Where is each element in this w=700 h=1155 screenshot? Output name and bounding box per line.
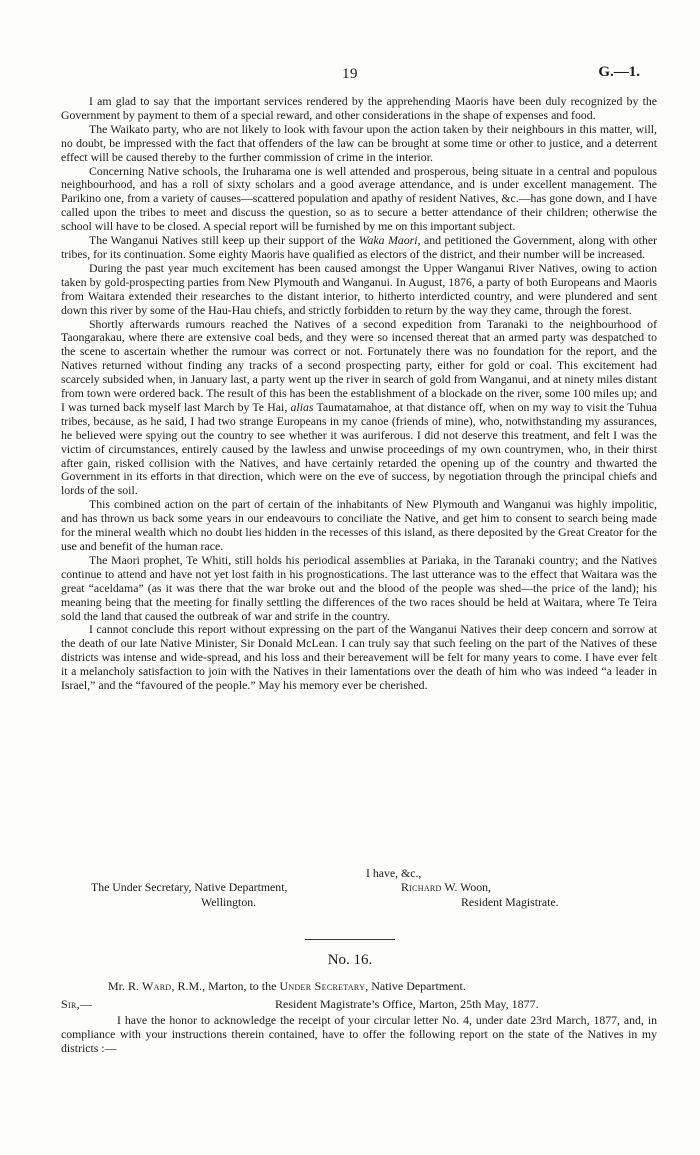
salutation: Sir,— bbox=[61, 997, 93, 1011]
dateline: Resident Magistrate’s Office, Marton, 25th May, 1877. bbox=[275, 997, 539, 1011]
addressee: The Under Secretary, Native Department, bbox=[91, 880, 288, 894]
paragraph-te-whiti: The Maori prophet, Te Whiti, still holds his periodical assemblies at Pariaka, in the Taranaki country; and the Natives continue to attend and have not yet lost faith in his prognostications. The last utterance was to the effect that Waitara was the great “aceldama” (as it was there that the war broke out and the blood of the people was shed—the price of the land); his meaning being that the meeting for finally settling the differences of the two races should be held at Waitara, where Te Teira sold the land that caused the outbreak of war and strife in the country. bbox=[61, 552, 657, 623]
signatory-title: Resident Magistrate. bbox=[461, 895, 559, 909]
letter-paragraph: I have the honor to acknowledge the receipt of your circular letter No. 4, under date 23rd March, 1877, and, in compliance with your instructions therein contained, have to offer the following report on the state of the Natives in my districts :— bbox=[61, 1013, 657, 1055]
paragraph-rewards: I am glad to say that the important services rendered by the apprehending Maoris have been duly recognized by the Government by payment to them of a special reward, and other considerations in the shape of expenses and food. bbox=[61, 94, 657, 122]
blockade-text-before: Shortly afterwards rumours reached the Natives of a second expedition from Taranaki to the neighbourhood of Taongarakau, where there are extensive coal beds, and they were so incensed thereat that an armed party was despatched to the scene to ascertain whether the rumour was correct or not. Fortunately there was no foundation for the report, and the Natives returned without finding any tracks of a second prospecting party, either for gold or coal. This excitement had scarcely subsided when, in January last, a party went up the river in search of gold from Wanganui, and at ninety miles distant from town were ordered back. The result of this has been the establishment of a blockade on the river, some 100 miles up; and I was turned back myself last March by Te Hai, bbox=[61, 316, 657, 414]
letter-heading: Mr. R. Ward, R.M., Marton, to the Under Secretary, Native Department. bbox=[108, 979, 466, 993]
report-body bbox=[61, 95, 657, 693]
recipient-title: Under Secretary bbox=[279, 979, 366, 993]
paragraph-waikato: The Waikato party, who are not likely to look with favour upon the action taken by their neighbours in this matter, will, no doubt, be impressed with the fact that offenders of the law can be brought at some time or other to justice, and a deterrent effect will be caused thereby to the further commission of crime in the interior. bbox=[61, 121, 657, 164]
section-divider bbox=[305, 939, 395, 940]
sender-name: Ward bbox=[142, 979, 172, 993]
paragraph-waka-maori bbox=[61, 234, 657, 262]
paragraph-mclean: I cannot conclude this report without expressing on the part of the Wanganui Natives their deep concern and sorrow at the death of our late Native Minister, Sir Donald McLean. I can truly say that such feeling on the part of the Natives of these districts was intense and wide-spread, and his loss and their bereavement will be felt for many years to come. I have ever felt it a melancholy satisfaction to join with the Natives in their lamentations over the death of him who was indeed “a leader in Israel,” and the “favoured of the people.” May his memory ever be cherished. bbox=[61, 622, 657, 693]
page-number: 19 bbox=[342, 66, 358, 82]
document-reference: G.—1. bbox=[598, 64, 640, 80]
paragraph-schools: Concerning Native schools, the Iruharama one is well attended and prosperous, being situate in a central and populous neighbourhood, and has a roll of sixty scholars and a good average attendance, and is under excellent management. The Parikino one, from a variety of causes—scattered population and apathy of resident Natives, &c.—has gone down, and I have called upon the tribes to meet and discuss the question, so as to secure a better attendance of their children; otherwise the school will have to be closed. A special report will be furnished by me on this important subject. bbox=[61, 163, 657, 234]
addressee-city: Wellington. bbox=[201, 895, 257, 909]
closing-text: I have, &c., bbox=[366, 866, 422, 880]
waka-text-before: The Wanganui Natives still keep up their support of the bbox=[89, 233, 359, 248]
waka-text-after: , and petitioned the Government, along with other tribes, for its continuation. Some eighty Maoris have qualified as electors of the district, and their number will be increased. bbox=[61, 233, 658, 261]
alias-word: alias bbox=[290, 399, 314, 414]
paragraph-impolitic: This combined action on the part of certain of the inhabitants of New Plymouth and Wanganui was highly impolitic, and has thrown us back some years in our endeavours to conciliate the Native, and get him to consent to search being made for the mineral wealth which no doubt lies hidden in the recesses of this island, as there deposited by the Great Creator for the use and benefit of the human race. bbox=[61, 497, 657, 553]
letter-body bbox=[61, 1013, 657, 1055]
blockade-text-after: Taumatamahoe, at that distance off, when on my way to visit the Tuhua tribes, because, as he said, I had two strange Europeans in my canoe (friends of mine), who, notwithstanding my assurances, he believed were spying out the country to see whether it was auriferous. I did not deserve this treatment, and felt I was the victim of circumstances, entirely caused by the lawless and unwise proceedings of my own countrymen, who, in their thirst after gain, risked collision with the Natives, and have certainly retarded the opening up of the country and thwarted the Government in its efforts in that direction, which were on the eve of success, by negotiation through the principal chiefs and lords of the soil. bbox=[61, 399, 658, 498]
letter-number: No. 16. bbox=[327, 952, 373, 968]
paragraph-blockade bbox=[61, 318, 657, 499]
waka-maori-title: Waka Maori bbox=[358, 233, 418, 248]
paragraph-excitement: During the past year much excitement has been caused amongst the Upper Wanganui River Natives, owing to action taken by gold-prospecting parties from New Plymouth and Wanganui. In August, 1876, a party of both Europeans and Maoris from Waitara extended their researches to the distant interior, to hitherto interdicted country, and were plundered and sent down this river by some of the Hau-Hau chiefs, and strictly forbidden to return by the way they came, through the forest. bbox=[61, 260, 657, 317]
signatory-name: Richard W. Woon, bbox=[401, 880, 491, 894]
